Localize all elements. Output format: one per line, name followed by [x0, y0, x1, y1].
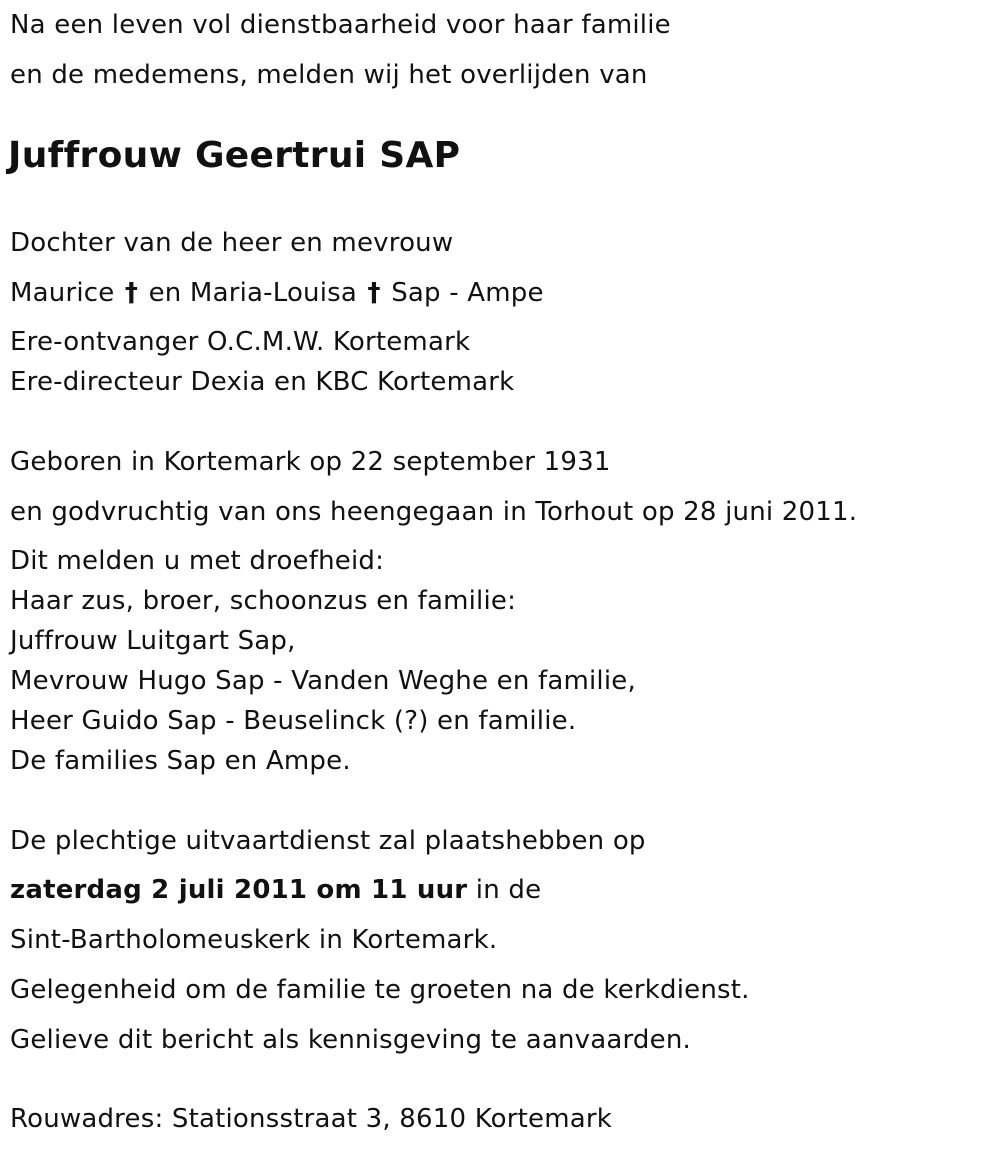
birth-line: Geboren in Kortemark op 22 september 1931	[10, 447, 611, 477]
title-line-1: Ere-ontvanger O.C.M.W. Kortemark	[10, 327, 471, 357]
announcer-line: Heer Guido Sap - Beuselinck (?) en familie.	[10, 706, 577, 736]
mother-name: en Maria-Louisa	[148, 278, 358, 308]
funeral-church: Sint-Bartholomeuskerk in Kortemark.	[10, 925, 498, 955]
cross-icon: †	[124, 278, 139, 308]
funeral-notice: Gelieve dit bericht als kennisgeving te aanvaarden.	[10, 1025, 691, 1055]
cross-icon: †	[367, 278, 381, 308]
deceased-name: Juffrouw Geertrui SAP	[8, 135, 461, 176]
parents-surnames: Sap - Ampe	[391, 278, 544, 308]
funeral-datetime: zaterdag 2 juli 2011 om 11 uur	[10, 875, 468, 905]
parents-line-2	[10, 277, 544, 309]
mourning-address: Rouwadres: Stationsstraat 3, 8610 Kortemark	[10, 1104, 613, 1134]
announcers-intro: Dit melden u met droefheid:	[10, 546, 385, 576]
funeral-in-de: in de	[467, 875, 542, 905]
funeral-line-1: De plechtige uitvaartdienst zal plaatshebben op	[10, 826, 646, 856]
announcer-line: De families Sap en Ampe.	[10, 746, 351, 776]
parents-line-1: Dochter van de heer en mevrouw	[10, 228, 454, 258]
intro-line-2: en de medemens, melden wij het overlijden van	[10, 60, 648, 90]
funeral-line-2	[10, 874, 541, 906]
title-line-2: Ere-directeur Dexia en KBC Kortemark	[10, 367, 515, 397]
father-name: Maurice	[10, 278, 115, 308]
announcer-line: Haar zus, broer, schoonzus en familie:	[10, 586, 517, 616]
funeral-greeting: Gelegenheid om de familie te groeten na de kerkdienst.	[10, 975, 750, 1005]
intro-line-1: Na een leven vol dienstbaarheid voor haar familie	[10, 10, 671, 40]
announcer-line: Mevrouw Hugo Sap - Vanden Weghe en familie,	[10, 666, 636, 696]
announcer-line: Juffrouw Luitgart Sap,	[10, 626, 296, 656]
death-line: en godvruchtig van ons heengegaan in Torhout op 28 juni 2011.	[10, 497, 858, 527]
